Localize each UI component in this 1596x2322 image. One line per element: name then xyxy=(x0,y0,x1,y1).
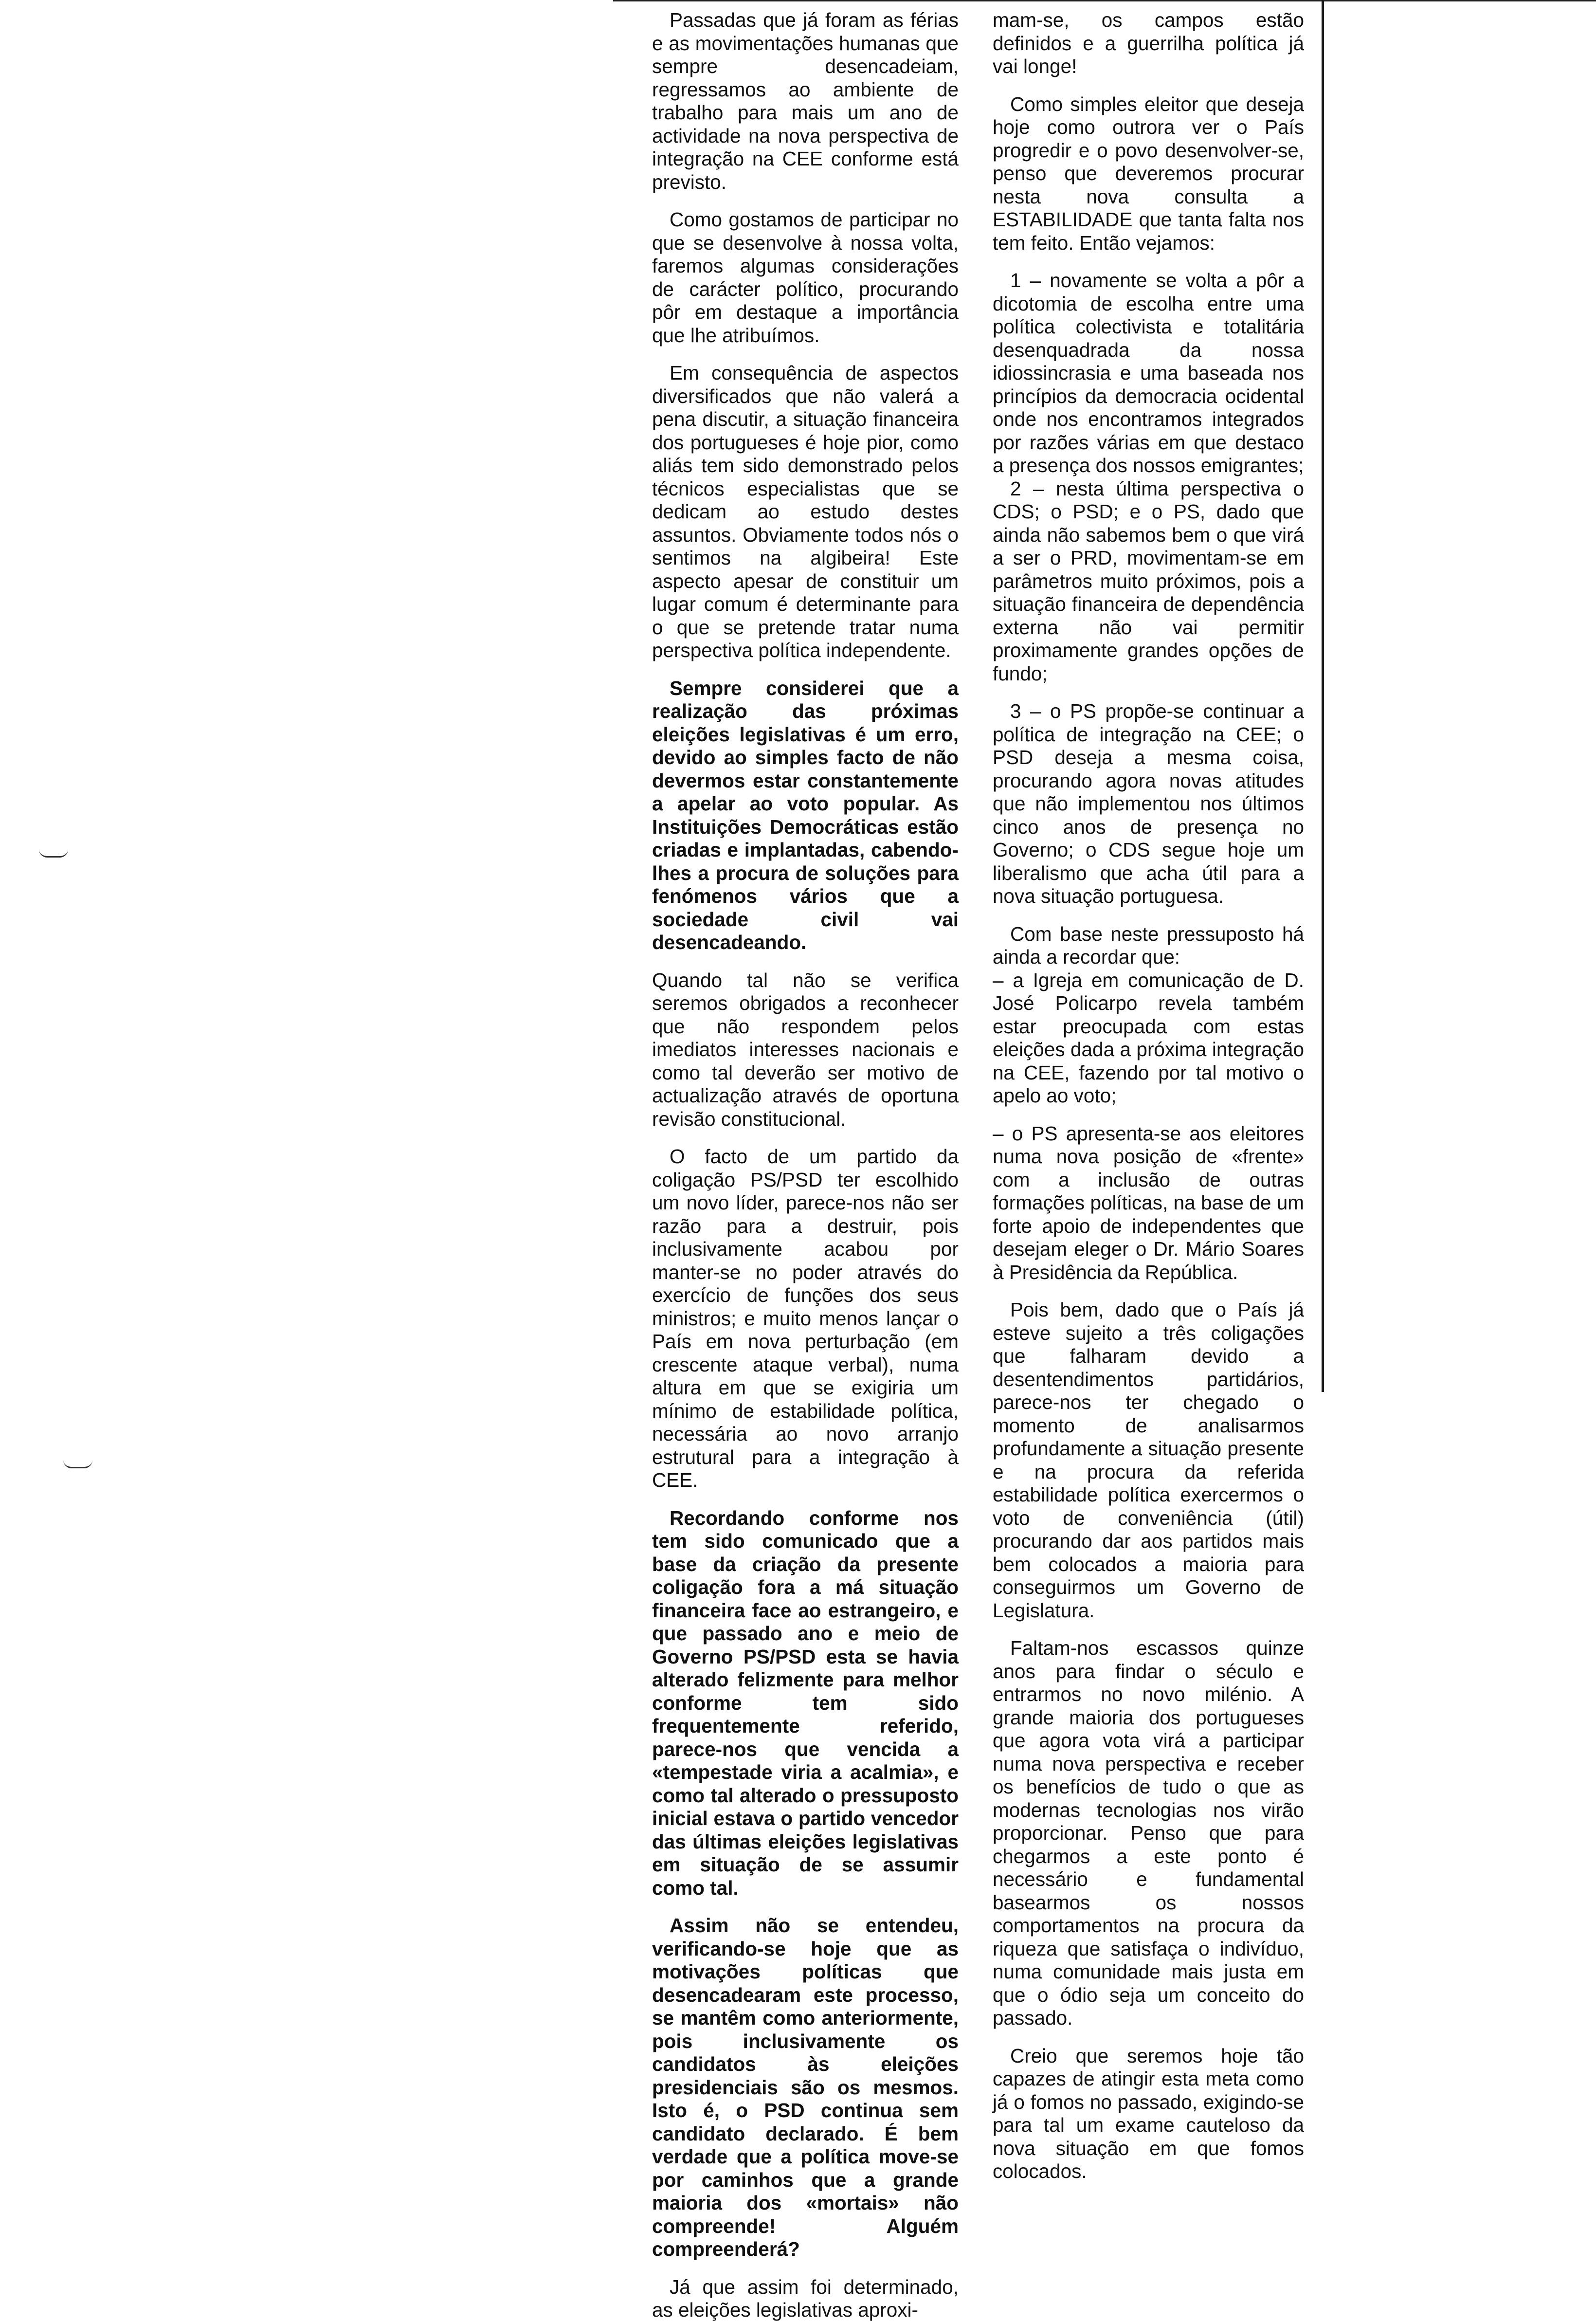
article-paragraph: Em consequência de aspectos diversificados que não valerá a pena discutir, a situação financeira dos portugueses é hoje pior, como aliás tem sido demonstrado pelos técnicos especialistas que se dedicam ao estudo destes assuntos. Obviamente todos nós o sentimos na algibeira! Este aspecto apesar de constituir um lugar comum é determinante para o que se pretende tratar numa perspectiva política independente. xyxy=(652,362,959,661)
article-paragraph: Pois bem, dado que o País já esteve sujeito a três coligações que falharam devido a desentendimentos partidários, parece-nos ter chegado o momento de analisarmos profundamente a situação presente e na procura da referida estabilidade política exercermos o voto de conveniência (útil) procurando dar aos partidos mais bem colocados a maioria para conseguirmos um Governo de Legislatura. xyxy=(993,1298,1304,1622)
article-paragraph: Recordando conforme nos tem sido comunicado que a base da criação da presente coligação fora a má situação financeira face ao estrangeiro, e que passado ano e meio de Governo PS/PSD esta se havia alterado felizmente para melhor conforme tem sido frequentemente referido, parece-nos que vencida a «tempestade viria a acalmia», e como tal alterado o pressuposto inicial estava o partido vencedor das últimas eleições legislativas em situação de se assumir como tal. xyxy=(652,1506,959,1899)
column-rule xyxy=(1322,0,1324,1392)
article-paragraph: O facto de um partido da coligação PS/PSD ter escolhido um novo líder, parece-nos não ser razão para a destruir, pois inclusivamente acabou por manter-se no poder através do exercício de funções dos seus ministros; e muito menos lançar o País em nova perturbação (em crescente ataque verbal), numa altura em que se exigiria um mínimo de estabilidade política, necessária ao novo arranjo estrutural para a integração à CEE. xyxy=(652,1145,959,1491)
margin-scan-mark xyxy=(39,849,68,858)
article-paragraph: Já que assim foi determinado, as eleições legislativas aproxi- xyxy=(652,2275,959,2321)
article-paragraph: Creio que seremos hoje tão capazes de atingir esta meta como já o fomos no passado, exigindo-se para tal um exame cauteloso da nova situação em que fomos colocados. xyxy=(993,2044,1304,2182)
article-paragraph: Como simples eleitor que deseja hoje como outrora ver o País progredir e o povo desenvolver-se, penso que deveremos procurar nesta nova consulta a ESTABILIDADE que tanta falta nos tem feito. Então vejamos: xyxy=(993,92,1304,254)
top-rule xyxy=(613,0,1596,1)
article-paragraph: mam-se, os campos estão definidos e a guerrilha política já vai longe! xyxy=(993,9,1304,77)
article-left-column xyxy=(652,9,959,2322)
article-list-item: 1 – novamente se volta a pôr a dicotomia de escolha entre uma política colectivista e totalitária desenquadrada da nossa idiossincrasia e uma baseada nos princípios da democracia ocidental onde nos encontramos integrados por razões várias em que destaco a presença dos nossos emigrantes; xyxy=(993,269,1304,476)
article-paragraph: Faltam-nos escassos quinze anos para findar o século e entrarmos no novo milénio. A grande maioria dos portugueses que agora vota virá a participar numa nova perspectiva e receber os benefícios de tudo o que as modernas tecnologias nos virão proporcionar. Penso que para chegarmos a este ponto é necessário e fundamental basearmos os nossos comportamentos na procura da riqueza que satisfaça o indivíduo, numa comunidade mais justa em que o ódio seja um conceito do passado. xyxy=(993,1637,1304,2029)
margin-scan-mark xyxy=(63,1460,92,1468)
article-list-item: – a Igreja em comunicação de D. José Policarpo revela também estar preocupada com estas eleições dada a próxima integração na CEE, fazendo por tal motivo o apelo ao voto; xyxy=(993,969,1304,1107)
article-paragraph: Quando tal não se verifica seremos obrigados a reconhecer que não respondem pelos imediatos interesses nacionais e como tal deverão ser motivo de actualização através de oportuna revisão constitucional. xyxy=(652,969,959,1130)
article-paragraph: Com base neste pressuposto há ainda a recordar que: xyxy=(993,922,1304,968)
article-paragraph: Como gostamos de participar no que se desenvolve à nossa volta, faremos algumas considerações de carácter político, procurando pôr em destaque a importância que lhe atribuímos. xyxy=(652,208,959,347)
article-paragraph: Sempre considerei que a realização das próximas eleições legislativas é um erro, devido ao simples facto de não devermos estar constantemente a apelar ao voto popular. As Instituições Democráticas estão criadas e implantadas, cabendo-lhes a procura de soluções para fenómenos vários que a sociedade civil vai desencadeando. xyxy=(652,676,959,953)
article-paragraph: Assim não se entendeu, verificando-se hoje que as motivações políticas que desencadearam este processo, se mantêm como anteriormente, pois inclusivamente os candidatos às eleições presidenciais são os mesmos. Isto é, o PSD continua sem candidato declarado. É bem verdade que a política move-se por caminhos que a grande maioria dos «mortais» não compreende! Alguém compreenderá? xyxy=(652,1914,959,2260)
article-list-item: 3 – o PS propõe-se continuar a política de integração na CEE; o PSD deseja a mesma coisa, procurando agora novas atitudes que não implementou nos últimos cinco anos de presença no Governo; o CDS segue hoje um liberalismo que acha útil para a nova situação portuguesa. xyxy=(993,700,1304,907)
article-list-item: 2 – nesta última perspectiva o CDS; o PSD; e o PS, dado que ainda não sabemos bem o que virá a ser o PRD, movimentam-se em parâmetros muito próximos, pois a situação financeira de dependência externa não vai permitir proximamente grandes opções de fundo; xyxy=(993,477,1304,685)
article-right-column xyxy=(993,9,1304,2198)
article-list-item: – o PS apresenta-se aos eleitores numa nova posição de «frente» com a inclusão de outras formações políticas, na base de um forte apoio de independentes que desejam eleger o Dr. Mário Soares à Presidência da República. xyxy=(993,1122,1304,1283)
article-paragraph: Passadas que já foram as férias e as movimentações humanas que sempre desencadeiam, regressamos ao ambiente de trabalho para mais um ano de actividade na nova perspectiva de integração na CEE conforme está previsto. xyxy=(652,9,959,193)
